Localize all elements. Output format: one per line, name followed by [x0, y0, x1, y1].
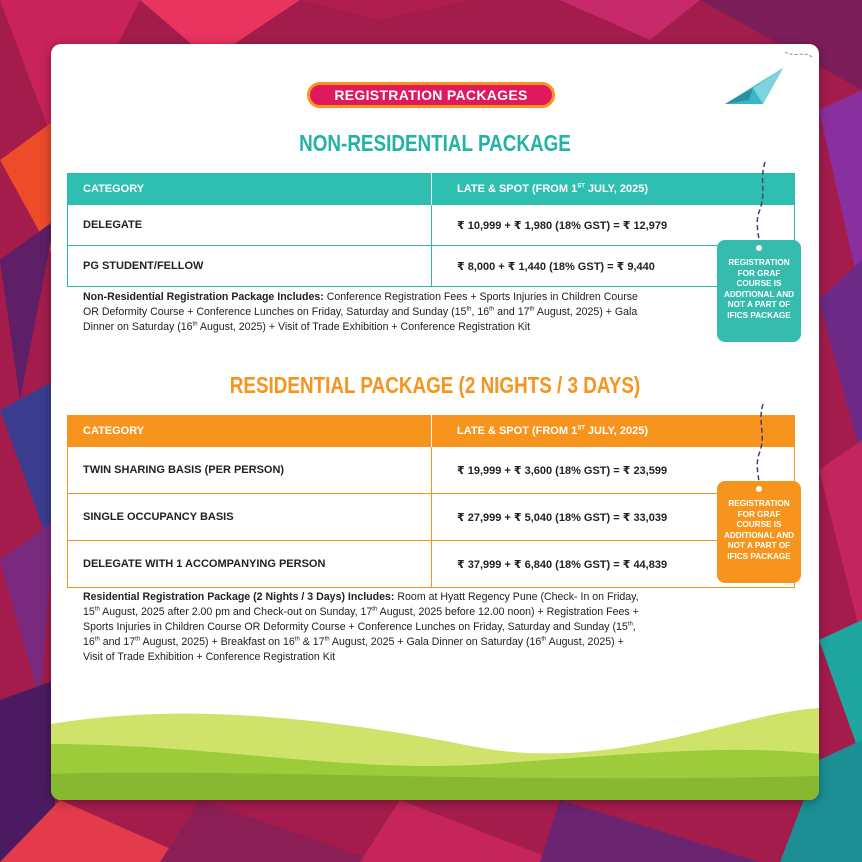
late-spot-header: LATE & SPOT (FROM 1ST JULY, 2025)	[432, 416, 795, 447]
tag-hole	[756, 486, 762, 492]
price-cell: ₹ 27,999 + ₹ 5,040 (18% GST) = ₹ 33,039	[432, 494, 795, 541]
category-cell: SINGLE OCCUPANCY BASIS	[68, 494, 432, 541]
price-cell: ₹ 37,999 + ₹ 6,840 (18% GST) = ₹ 44,839	[432, 541, 795, 588]
graf-course-tag-text: REGISTRATION FOR GRAF COURSE IS ADDITIONAL AND NOT A PART OF IFICS PACKAGE	[723, 258, 795, 320]
graf-course-tag	[717, 240, 801, 342]
tag-string	[745, 404, 775, 486]
table-row	[68, 246, 795, 287]
table-row	[68, 205, 795, 246]
price-cell: ₹ 19,999 + ₹ 3,600 (18% GST) = ₹ 23,599	[432, 447, 795, 494]
table-header-row	[68, 416, 795, 447]
category-header: CATEGORY	[68, 416, 432, 447]
residential-table	[67, 415, 795, 588]
category-cell: TWIN SHARING BASIS (PER PERSON)	[68, 447, 432, 494]
non-residential-title: NON-RESIDENTIAL PACKAGE	[299, 130, 571, 156]
category-header: CATEGORY	[68, 174, 432, 205]
tag-hole	[756, 245, 762, 251]
green-hills-decoration	[51, 704, 819, 800]
registration-packages-badge: REGISTRATION PACKAGES	[307, 82, 555, 108]
price-cell: ₹ 10,999 + ₹ 1,980 (18% GST) = ₹ 12,979	[432, 205, 795, 246]
paper-plane-icon	[723, 48, 819, 108]
tag-string	[745, 162, 775, 244]
registration-card	[51, 44, 819, 800]
table-row	[68, 541, 795, 588]
table-row	[68, 494, 795, 541]
category-cell: PG STUDENT/FELLOW	[68, 246, 432, 287]
graf-course-tag	[717, 481, 801, 583]
table-row	[68, 447, 795, 494]
table-header-row	[68, 174, 795, 205]
price-cell: ₹ 8,000 + ₹ 1,440 (18% GST) = ₹ 9,440	[432, 246, 795, 287]
residential-inclusions: Residential Registration Package (2 Nights / 3 Days) Includes: Room at Hyatt Regency Pune (Check- In on Friday, 15th August, 2025 after 2.00 pm and Check-out on Sunday, 17th August, 2025 before 12.00 noon) + Registration Fees + Sports Injuries in Children Course OR Deformity Course + Conference Lunches on Friday, Saturday and Sunday (15th, 16th and 17th August, 2025) + Breakfast on 16th & 17th August, 2025 + Gala Dinner on Saturday (16th August, 2025) + Visit of Trade Exhibition + Conference Registration Kit	[83, 591, 639, 663]
late-spot-header: LATE & SPOT (FROM 1ST JULY, 2025)	[432, 174, 795, 205]
non-residential-inclusions: Non-Residential Registration Package Includes: Conference Registration Fees + Sports Injuries in Children Course OR Deformity Course + Conference Lunches on Friday, Saturday and Sunday (15th, 16th and 17th August, 2025) + Gala Dinner on Saturday (16th August, 2025) + Visit of Trade Exhibition + Conference Registration Kit	[83, 291, 638, 333]
residential-title: RESIDENTIAL PACKAGE (2 NIGHTS / 3 DAYS)	[229, 372, 641, 398]
category-cell: DELEGATE WITH 1 ACCOMPANYING PERSON	[68, 541, 432, 588]
non-residential-table	[67, 173, 795, 287]
graf-course-tag-text: REGISTRATION FOR GRAF COURSE IS ADDITIONAL AND NOT A PART OF IFICS PACKAGE	[723, 499, 795, 561]
category-cell: DELEGATE	[68, 205, 432, 246]
